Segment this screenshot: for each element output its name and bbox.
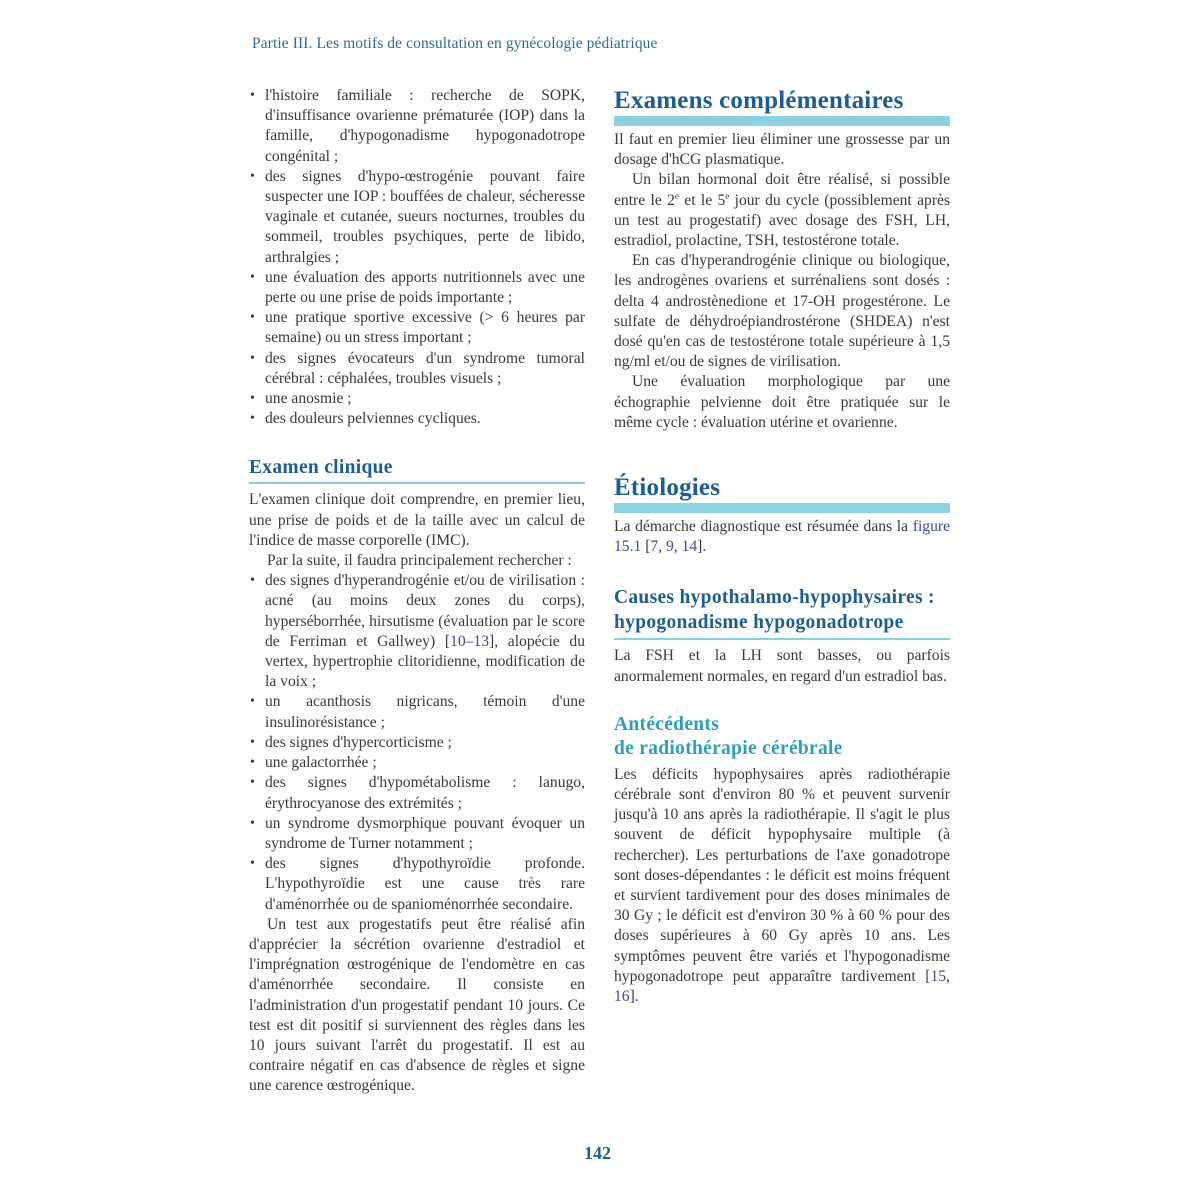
list-item: • des signes d'hypercorticisme ; [249, 733, 585, 753]
page-number: 142 [584, 1143, 611, 1163]
paragraph: Un test aux progestatifs peut être réalisé afin d'apprécier la sécrétion ovarienne d'estradiol et l'imprégnation œstrogénique de l'endomètre en cas d'aménorrhée secondaire. Il consiste en l'administration d'un progestatif pendant 10 jours. Ce test est dit positif si surviennent des règles dans les 10 jours suivant l'arrêt du progestatif. Il est au contraire négatif en cas d'absence de règles et signe une carence œstrogénique. [249, 915, 585, 1095]
list-item: • une galactorrhée ; [249, 753, 585, 773]
reference-link[interactable]: 10–13 [450, 632, 490, 650]
list-item: • un acanthosis nigricans, témoin d'une insulinorésistance ; [249, 692, 585, 732]
reference-link[interactable]: 14 [681, 538, 698, 556]
list-item: • des signes d'hypothyroïdie profonde. L'hypothyroïdie est une cause très rare d'aménorrhée ou de spanioménorrhée secondaire. [249, 854, 585, 915]
reference-link[interactable]: 16 [614, 988, 630, 1006]
paragraph: Un bilan hormonal doit être réalisé, si possible entre le 2e et le 5e jour du cycle (possiblement après un test au progestatif) avec dosage des FSH, LH, estradiol, prolactine, TSH, testostérone totale. [614, 171, 951, 250]
list-item: • une pratique sportive excessive (> 6 heures par semaine) ou un stress important ; [249, 308, 585, 348]
left-column [249, 86, 585, 1097]
section-heading-causes: Causes hypothalamo-hypophysaires : hypogonadisme hypogonadotrope [614, 585, 950, 640]
paragraph: Par la suite, il faudra principalement rechercher : [267, 552, 572, 570]
clinical-signs-bullet-list [249, 571, 585, 914]
history-bullet-list [249, 86, 585, 429]
paragraph: Les déficits hypophysaires après radiothérapie cérébrale sont d'environ 80 % et peuvent survenir jusqu'à 10 ans après la radiothérapie. Il s'agit le plus souvent de déficit hypophysaire multiple (à rechercher). Les perturbations de l'axe gonadotrope sont doses-dépendantes : le déficit est moins fréquent et survient tardivement pour des doses minimales de 30 Gy ; le déficit est d'environ 30 % à 60 % pour des doses supérieures à 60 Gy après 10 ans. Les symptômes peuvent être variés et l'hypogonadisme hypogonadotrope peut apparaître tardivement [15, 16]. [614, 765, 950, 1006]
reference-link[interactable]: 9 [665, 538, 674, 556]
list-item: • des signes d'hypométabolisme : lanugo, érythrocyanose des extrémités ; [249, 773, 585, 813]
list-item: • une évaluation des apports nutritionnels avec une perte ou une prise de poids importante ; [249, 268, 585, 308]
right-column [614, 86, 950, 1007]
paragraph: En cas d'hyperandrogénie clinique ou biologique, les androgènes ovariens et surrénaliens sont dosés : delta 4 androstènedione et 17-OH progestérone. Le sulfate de déhydroépiandrostérone (SHDEA) n'est dosé qu'en cas de testostérone totale supérieure à 1,5 ng/ml et/ou de signes de virilisation. [614, 252, 950, 371]
list-item: • une anosmie ; [249, 389, 585, 409]
reference-link[interactable]: 7 [650, 538, 659, 556]
paragraph: Une évaluation morphologique par une échographie pelvienne doit être pratiquée sur le même cycle : évaluation utérine et ovarienne. [614, 373, 950, 431]
figure-link[interactable]: figure 15.1 [614, 518, 950, 556]
paragraph: La démarche diagnostique est résumée dans la figure 15.1 [7, 9, 14]. [614, 518, 950, 556]
paragraph: La FSH et la LH sont basses, ou parfois anormalement normales, en regard d'un estradiol bas. [614, 647, 950, 685]
section-heading-examen-clinique: Examen clinique [249, 457, 585, 484]
section-heading-etiologies: Étiologies [614, 474, 721, 502]
list-item: • des douleurs pelviennes cycliques. [249, 409, 585, 429]
list-item: • un syndrome dysmorphique pouvant évoquer un syndrome de Turner notamment ; [249, 814, 585, 854]
running-head: Partie III. Les motifs de consultation en gynécologie pédiatrique [252, 35, 658, 52]
list-item: • des signes d'hypo-œstrogénie pouvant faire suspecter une IOP : bouffées de chaleur, sécheresse vaginale et cutanée, sueurs nocturnes, troubles du sommeil, troubles psychiques, perte de libido, arthralgies ; [249, 167, 585, 268]
list-item: • l'histoire familiale : recherche de SOPK, d'insuffisance ovarienne prématurée (IOP) dans la famille, d'hypogonadisme hypogonadotrope congénital ; [249, 86, 585, 167]
paragraph: Il faut en premier lieu éliminer une grossesse par un dosage d'hCG plasmatique. [614, 131, 950, 169]
heading-rule [614, 116, 950, 126]
reference-link[interactable]: 15 [930, 967, 947, 985]
list-item: • des signes évocateurs d'un syndrome tumoral cérébral : céphalées, troubles visuels ; [249, 349, 585, 389]
list-item: • des signes d'hyperandrogénie et/ou de virilisation : acné (au moins deux zones du corps), hyperséborrhée, hirsutisme (évaluation par le score de Ferriman et Gallwey) [10–13], alopécie du vertex, hypertrophie clitoridienne, modification de la voix ; [249, 571, 585, 692]
section-heading-examens-complementaires: Examens complémentaires [614, 87, 904, 114]
paragraph: L'examen clinique doit comprendre, en premier lieu, une prise de poids et de la taille avec un calcul de l'indice de masse corporelle (IMC). [249, 491, 585, 549]
heading-rule [614, 503, 950, 513]
section-heading-antecedents: Antécédents de radiothérapie cérébrale [614, 713, 843, 759]
